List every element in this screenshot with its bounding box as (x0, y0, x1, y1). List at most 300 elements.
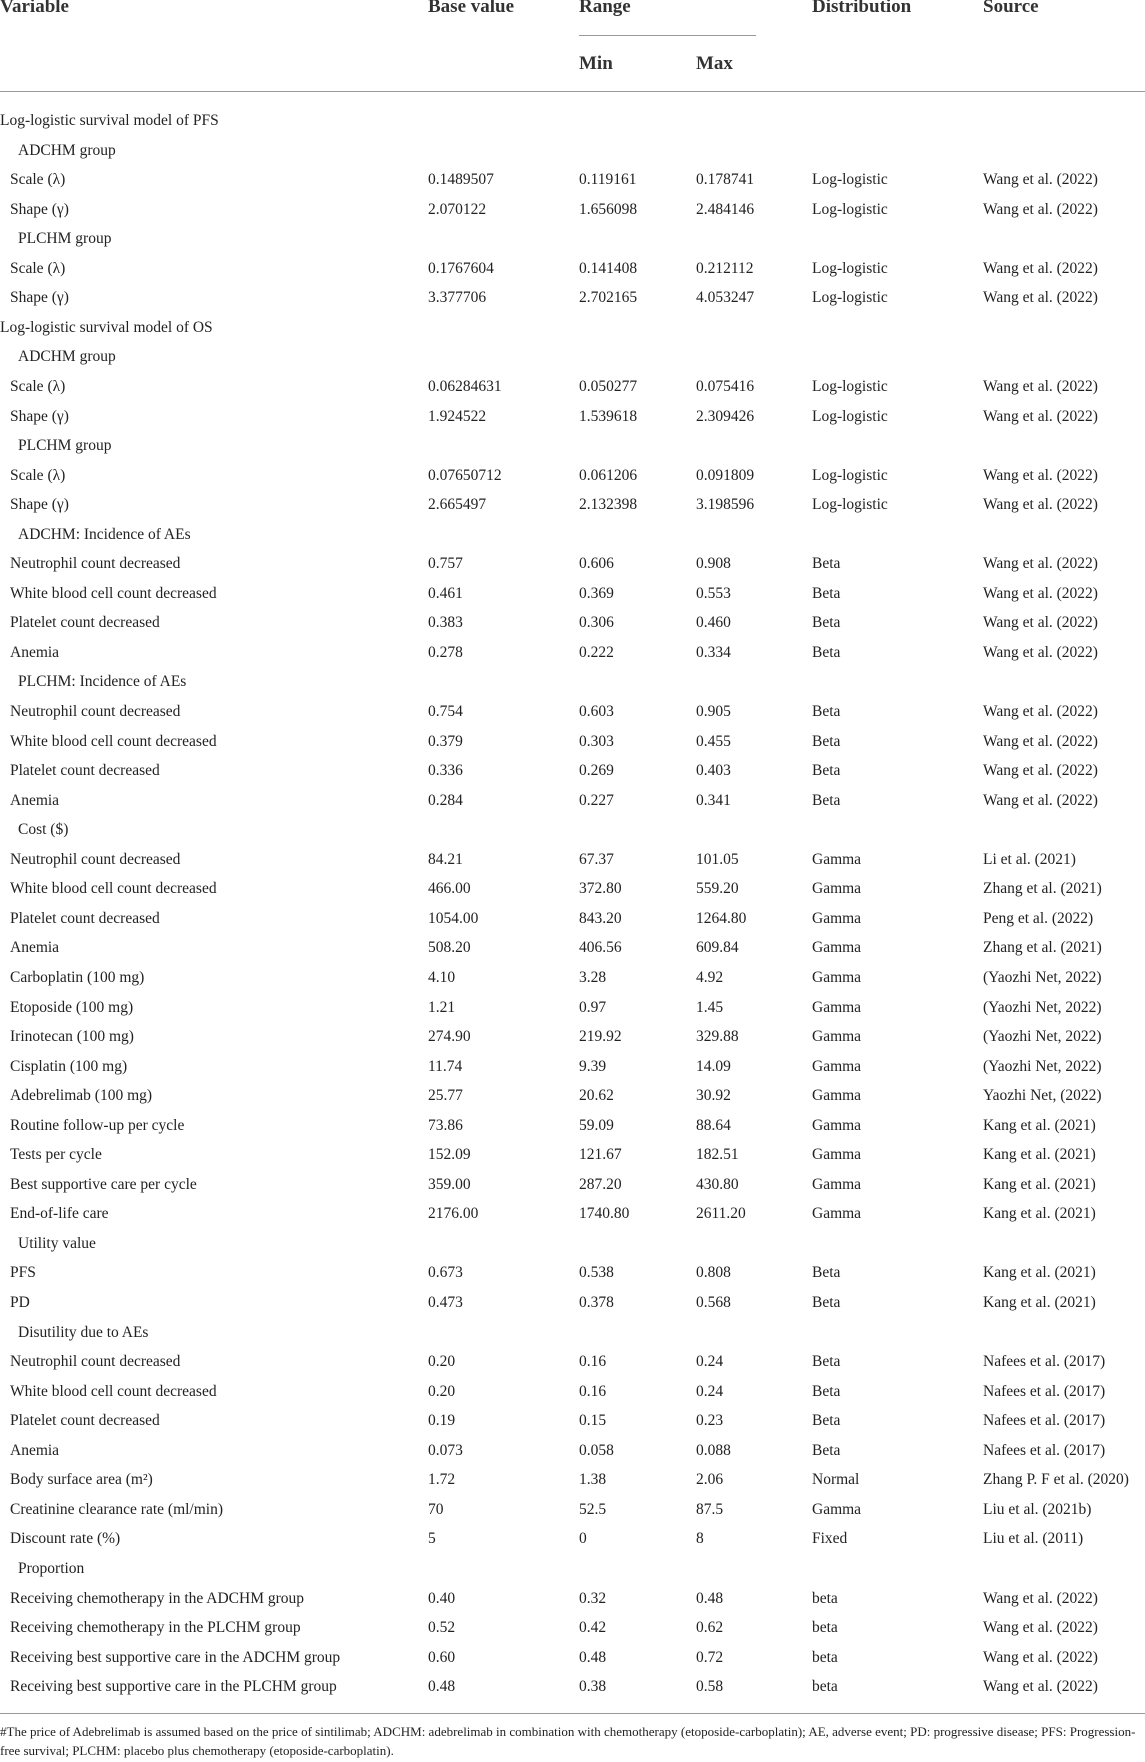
distribution: Gamma (812, 880, 862, 898)
distribution: Beta (812, 1264, 841, 1282)
base-value: 5 (428, 1530, 436, 1548)
max-value: 0.48 (696, 1589, 724, 1607)
row-label: Shape (γ) (10, 496, 69, 514)
table-row (0, 1053, 1145, 1081)
source: Nafees et al. (2017) (983, 1412, 1106, 1430)
source: Wang et al. (2022) (983, 407, 1098, 425)
table-row (0, 728, 1145, 756)
table-row (0, 1644, 1145, 1672)
base-value: 4.10 (428, 968, 456, 986)
table-row (0, 1614, 1145, 1642)
row-label: ADCHM group (18, 348, 116, 366)
row-label: Routine follow-up per cycle (10, 1116, 185, 1134)
max-value: 0.24 (696, 1382, 724, 1400)
base-value: 1.924522 (428, 407, 487, 425)
distribution: Beta (812, 1382, 841, 1400)
row-label: Receiving best supportive care in the PLCHM group (10, 1678, 337, 1696)
header-source: Source (983, 0, 1039, 17)
base-value: 0.52 (428, 1619, 456, 1637)
min-value: 0.058 (579, 1441, 614, 1459)
base-value: 70 (428, 1500, 444, 1518)
base-value: 0.383 (428, 614, 463, 632)
min-value: 3.28 (579, 968, 607, 986)
max-value: 4.053247 (696, 289, 755, 307)
table-row (0, 284, 1145, 312)
row-label: Anemia (10, 1441, 60, 1459)
source: Zhang P. F et al. (2020) (983, 1471, 1129, 1489)
header-max: Max (696, 53, 733, 74)
min-value: 372.80 (579, 880, 622, 898)
base-value: 3.377706 (428, 289, 487, 307)
distribution: Log-logistic (812, 171, 888, 189)
max-value: 0.808 (696, 1264, 731, 1282)
table-row (0, 1348, 1145, 1376)
distribution: Gamma (812, 909, 862, 927)
base-value: 11.74 (428, 1057, 463, 1075)
max-value: 2.484146 (696, 200, 755, 218)
header-base-value: Base value (428, 0, 515, 17)
base-value: 1054.00 (428, 909, 479, 927)
min-value: 0.369 (579, 584, 614, 602)
row-label: Neutrophil count decreased (10, 850, 181, 868)
min-value: 0.306 (579, 614, 614, 632)
distribution: Beta (812, 1353, 841, 1371)
source: (Yaozhi Net, 2022) (983, 1057, 1102, 1075)
min-value: 1.38 (579, 1471, 607, 1489)
min-value: 52.5 (579, 1500, 607, 1518)
table-row (0, 1112, 1145, 1140)
table-row (0, 196, 1145, 224)
header-distribution: Distribution (812, 0, 912, 17)
min-value: 9.39 (579, 1057, 607, 1075)
distribution: Gamma (812, 1028, 862, 1046)
min-value: 20.62 (579, 1087, 614, 1105)
max-value: 0.553 (696, 584, 731, 602)
min-value: 0.050277 (579, 377, 638, 395)
row-label: Cisplatin (100 mg) (10, 1057, 128, 1075)
base-value: 0.473 (428, 1294, 463, 1311)
table-row (0, 964, 1145, 992)
row-label: Carboplatin (100 mg) (10, 968, 145, 986)
distribution: Beta (812, 555, 841, 573)
table-row (0, 846, 1145, 874)
source: Wang et al. (2022) (983, 762, 1098, 780)
min-value: 287.20 (579, 1175, 622, 1193)
max-value: 1.45 (696, 998, 724, 1016)
row-label: Neutrophil count decreased (10, 1353, 181, 1371)
base-value: 359.00 (428, 1175, 471, 1193)
base-value: 0.754 (428, 703, 463, 720)
table-row (0, 639, 1145, 667)
table-row (0, 1466, 1145, 1494)
table-row (0, 609, 1145, 637)
min-value: 0.303 (579, 732, 614, 750)
row-label: Anemia (10, 939, 60, 957)
table-row (0, 905, 1145, 933)
row-label: Disutility due to AEs (18, 1323, 149, 1341)
distribution: Beta (812, 762, 841, 780)
min-value: 0.538 (579, 1264, 614, 1282)
table-row (0, 462, 1145, 490)
subsection-row (0, 668, 1145, 696)
table-row (0, 580, 1145, 608)
base-value: 2176.00 (428, 1205, 479, 1223)
max-value: 329.88 (696, 1028, 739, 1046)
base-value: 0.284 (428, 791, 463, 809)
base-value: 0.60 (428, 1648, 456, 1666)
row-label: Adebrelimab (100 mg) (10, 1087, 153, 1105)
max-value: 88.64 (696, 1116, 731, 1134)
min-value: 1.539618 (579, 407, 638, 425)
source: (Yaozhi Net, 2022) (983, 998, 1102, 1016)
source: Nafees et al. (2017) (983, 1353, 1106, 1371)
base-value: 0.673 (428, 1264, 463, 1282)
subsection-row (0, 1555, 1145, 1583)
source: Kang et al. (2021) (983, 1116, 1096, 1134)
base-value: 274.90 (428, 1028, 471, 1046)
row-label: White blood cell count decreased (10, 880, 217, 898)
row-label: Anemia (10, 643, 60, 661)
max-value: 0.212112 (696, 259, 754, 277)
max-value: 559.20 (696, 880, 739, 898)
row-label: Etoposide (100 mg) (10, 998, 134, 1016)
distribution: Normal (812, 1471, 860, 1489)
base-value: 0.073 (428, 1441, 463, 1459)
row-label: Platelet count decreased (10, 614, 160, 632)
row-label: Neutrophil count decreased (10, 555, 181, 573)
base-value: 2.665497 (428, 496, 487, 514)
max-value: 0.403 (696, 762, 731, 780)
distribution: Gamma (812, 939, 862, 957)
min-value: 1.656098 (579, 200, 638, 218)
max-value: 0.460 (696, 614, 731, 632)
source: Wang et al. (2022) (983, 466, 1098, 484)
base-value: 0.07650712 (428, 466, 502, 484)
subsection-row (0, 432, 1145, 460)
max-value: 4.92 (696, 968, 724, 986)
min-value: 0.32 (579, 1589, 607, 1607)
min-value: 0.97 (579, 998, 607, 1016)
source: (Yaozhi Net, 2022) (983, 1028, 1102, 1046)
base-value: 2.070122 (428, 200, 487, 218)
source: Nafees et al. (2017) (983, 1441, 1106, 1459)
distribution: Gamma (812, 1057, 862, 1075)
max-value: 0.62 (696, 1619, 724, 1637)
source: Wang et al. (2022) (983, 555, 1098, 573)
distribution: beta (812, 1678, 838, 1696)
source: Nafees et al. (2017) (983, 1382, 1106, 1400)
row-label: White blood cell count decreased (10, 584, 217, 602)
base-value: 152.09 (428, 1146, 471, 1164)
distribution: Log-logistic (812, 289, 888, 307)
max-value: 0.23 (696, 1412, 724, 1430)
table-footnote: #The price of Adebrelimab is assumed based on the price of sintilimab; ADCHM: adebrelimab in combination with chemotherapy (etoposide-carboplatin); AE, adverse event; PD: progressive disease; PFS: Progression-free survival; PLCHM: placebo plus chemotherapy (etoposide-carboplatin). (0, 1724, 1136, 1758)
min-value: 843.20 (579, 909, 622, 927)
distribution: Beta (812, 614, 841, 632)
table-row (0, 1023, 1145, 1051)
table-row (0, 1585, 1145, 1613)
table-row (0, 1496, 1145, 1524)
max-value: 0.088 (696, 1441, 731, 1459)
table-row (0, 1437, 1145, 1465)
row-label: Log-logistic survival model of PFS (0, 112, 219, 129)
subsection-row (0, 225, 1145, 253)
source: Kang et al. (2021) (983, 1205, 1096, 1223)
distribution: Log-logistic (812, 407, 888, 425)
base-value: 84.21 (428, 850, 463, 868)
distribution: Gamma (812, 998, 862, 1016)
min-value: 0.38 (579, 1678, 607, 1696)
source: Wang et al. (2022) (983, 1619, 1098, 1637)
max-value: 2.309426 (696, 407, 755, 425)
distribution: Log-logistic (812, 496, 888, 514)
base-value: 0.20 (428, 1353, 456, 1371)
base-value: 0.1489507 (428, 171, 494, 189)
source: Wang et al. (2022) (983, 1589, 1098, 1607)
source: Wang et al. (2022) (983, 171, 1098, 189)
row-label: Shape (γ) (10, 407, 69, 425)
row-label: Scale (λ) (10, 259, 66, 277)
base-value: 0.06284631 (428, 377, 502, 395)
max-value: 0.075416 (696, 377, 755, 395)
max-value: 101.05 (696, 850, 739, 868)
min-value: 0.119161 (579, 171, 637, 189)
source: Wang et al. (2022) (983, 1678, 1098, 1696)
distribution: Gamma (812, 850, 862, 868)
table-row (0, 757, 1145, 785)
row-label: Scale (λ) (10, 377, 66, 395)
row-label: Neutrophil count decreased (10, 703, 181, 720)
source: Wang et al. (2022) (983, 732, 1098, 750)
row-label: Receiving chemotherapy in the PLCHM group (10, 1619, 301, 1637)
source: Wang et al. (2022) (983, 496, 1098, 514)
table-row (0, 550, 1145, 578)
distribution: Beta (812, 703, 841, 720)
distribution: Beta (812, 732, 841, 750)
max-value: 182.51 (696, 1146, 739, 1164)
distribution: Log-logistic (812, 200, 888, 218)
min-value: 0.16 (579, 1353, 607, 1371)
max-value: 0.24 (696, 1353, 724, 1371)
source: Wang et al. (2022) (983, 703, 1098, 720)
base-value: 0.379 (428, 732, 463, 750)
min-value: 219.92 (579, 1028, 622, 1046)
section-row (0, 314, 1145, 342)
source: Yaozhi Net, (2022) (983, 1087, 1102, 1105)
row-label: Log-logistic survival model of OS (0, 318, 213, 336)
max-value: 0.72 (696, 1648, 724, 1666)
row-label: Scale (λ) (10, 466, 66, 484)
min-value: 0 (579, 1530, 587, 1548)
source: Wang et al. (2022) (983, 614, 1098, 632)
subsection-row (0, 343, 1145, 371)
distribution: Gamma (812, 968, 862, 986)
max-value: 0.455 (696, 732, 731, 750)
row-label: PD (10, 1294, 30, 1311)
max-value: 0.334 (696, 643, 731, 661)
row-label: Platelet count decreased (10, 909, 160, 927)
base-value: 0.757 (428, 555, 463, 573)
min-value: 0.222 (579, 643, 614, 661)
table-row (0, 875, 1145, 903)
distribution: Beta (812, 584, 841, 602)
base-value: 0.19 (428, 1412, 456, 1430)
table-row (0, 1378, 1145, 1406)
subsection-row (0, 1319, 1145, 1347)
table-row (0, 166, 1145, 194)
source: Zhang et al. (2021) (983, 939, 1102, 957)
table-row (0, 1673, 1145, 1701)
row-label: Receiving chemotherapy in the ADCHM group (10, 1589, 305, 1607)
min-value: 59.09 (579, 1116, 614, 1134)
row-label: Discount rate (%) (10, 1530, 121, 1548)
table-row (0, 403, 1145, 431)
base-value: 0.48 (428, 1678, 456, 1696)
min-value: 0.061206 (579, 466, 638, 484)
distribution: Beta (812, 791, 841, 809)
header-range: Range (579, 0, 631, 17)
base-value: 0.40 (428, 1589, 456, 1607)
max-value: 87.5 (696, 1500, 724, 1518)
base-value: 0.20 (428, 1382, 456, 1400)
source: Peng et al. (2022) (983, 909, 1094, 927)
source: Kang et al. (2021) (983, 1294, 1096, 1311)
min-value: 0.48 (579, 1648, 607, 1666)
row-label: Utility value (18, 1234, 96, 1252)
max-value: 430.80 (696, 1175, 739, 1193)
min-value: 0.15 (579, 1412, 607, 1430)
row-label: Shape (γ) (10, 289, 69, 307)
source: Wang et al. (2022) (983, 584, 1098, 602)
max-value: 8 (696, 1530, 704, 1548)
table-row (0, 1141, 1145, 1169)
base-value: 0.278 (428, 643, 463, 661)
source: Kang et al. (2021) (983, 1264, 1096, 1282)
source: Wang et al. (2022) (983, 259, 1098, 277)
table-bottom-rule (0, 1713, 1145, 1714)
min-value: 2.132398 (579, 496, 638, 514)
distribution: Fixed (812, 1530, 848, 1548)
row-label: Proportion (18, 1559, 85, 1577)
table-row (0, 1407, 1145, 1435)
table-row (0, 1200, 1145, 1228)
distribution: Gamma (812, 1175, 862, 1193)
subsection-row (0, 137, 1145, 165)
max-value: 2.06 (696, 1471, 724, 1489)
subsection-row (0, 521, 1145, 549)
section-row (0, 107, 1145, 135)
base-value: 0.1767604 (428, 259, 494, 277)
source: Li et al. (2021) (983, 850, 1076, 868)
row-label: Tests per cycle (10, 1146, 102, 1164)
min-value: 0.606 (579, 555, 614, 573)
min-value: 1740.80 (579, 1205, 630, 1223)
base-value: 1.72 (428, 1471, 456, 1489)
distribution: Log-logistic (812, 466, 888, 484)
distribution: Gamma (812, 1205, 862, 1223)
min-value: 2.702165 (579, 289, 638, 307)
base-value: 73.86 (428, 1116, 463, 1134)
row-label: Platelet count decreased (10, 762, 160, 780)
distribution: beta (812, 1648, 838, 1666)
distribution: Beta (812, 1412, 841, 1430)
row-label: Scale (λ) (10, 171, 66, 189)
source: Wang et al. (2022) (983, 1648, 1098, 1666)
row-label: PLCHM group (18, 437, 112, 455)
table-row (0, 255, 1145, 283)
distribution: beta (812, 1619, 838, 1637)
row-label: White blood cell count decreased (10, 1382, 217, 1400)
subsection-row (0, 816, 1145, 844)
table-row (0, 1082, 1145, 1110)
base-value: 508.20 (428, 939, 471, 957)
row-label: Best supportive care per cycle (10, 1175, 197, 1193)
row-label: ADCHM group (18, 141, 116, 159)
row-label: Anemia (10, 791, 60, 809)
min-value: 0.42 (579, 1619, 607, 1637)
table-row (0, 1259, 1145, 1287)
base-value: 0.336 (428, 762, 463, 780)
min-value: 0.603 (579, 703, 614, 720)
row-label: PFS (10, 1264, 36, 1282)
source: (Yaozhi Net, 2022) (983, 968, 1102, 986)
base-value: 25.77 (428, 1087, 463, 1105)
row-label: End-of-life care (10, 1205, 109, 1223)
min-value: 406.56 (579, 939, 622, 957)
max-value: 0.58 (696, 1678, 724, 1696)
min-value: 0.227 (579, 791, 614, 809)
row-label: Cost ($) (18, 821, 69, 839)
table-row (0, 787, 1145, 815)
distribution: Log-logistic (812, 377, 888, 395)
source: Wang et al. (2022) (983, 200, 1098, 218)
min-value: 0.269 (579, 762, 614, 780)
max-value: 0.905 (696, 703, 731, 720)
table-row (0, 1289, 1145, 1317)
source: Kang et al. (2021) (983, 1146, 1096, 1164)
max-value: 0.091809 (696, 466, 755, 484)
source: Liu et al. (2011) (983, 1530, 1084, 1548)
source: Zhang et al. (2021) (983, 880, 1102, 898)
max-value: 1264.80 (696, 909, 747, 927)
subsection-row (0, 1230, 1145, 1258)
row-label: Body surface area (m²) (10, 1471, 153, 1489)
max-value: 3.198596 (696, 496, 755, 514)
distribution: Beta (812, 1441, 841, 1459)
max-value: 0.568 (696, 1294, 731, 1311)
table-row (0, 934, 1145, 962)
source: Liu et al. (2021b) (983, 1500, 1092, 1518)
distribution: beta (812, 1589, 838, 1607)
source: Wang et al. (2022) (983, 289, 1098, 307)
header-variable: Variable (0, 0, 69, 17)
table-row (0, 373, 1145, 401)
max-value: 609.84 (696, 939, 739, 957)
table-row (0, 698, 1145, 726)
min-value: 0.141408 (579, 259, 638, 277)
source: Kang et al. (2021) (983, 1175, 1096, 1193)
row-label: ADCHM: Incidence of AEs (18, 525, 191, 543)
max-value: 0.908 (696, 555, 731, 573)
table-row (0, 994, 1145, 1022)
table-row (0, 491, 1145, 519)
source: Wang et al. (2022) (983, 377, 1098, 395)
row-label: Receiving best supportive care in the ADCHM group (10, 1648, 341, 1666)
table-row (0, 1525, 1145, 1553)
distribution: Gamma (812, 1116, 862, 1134)
header-min: Min (579, 53, 613, 74)
distribution: Gamma (812, 1146, 862, 1164)
